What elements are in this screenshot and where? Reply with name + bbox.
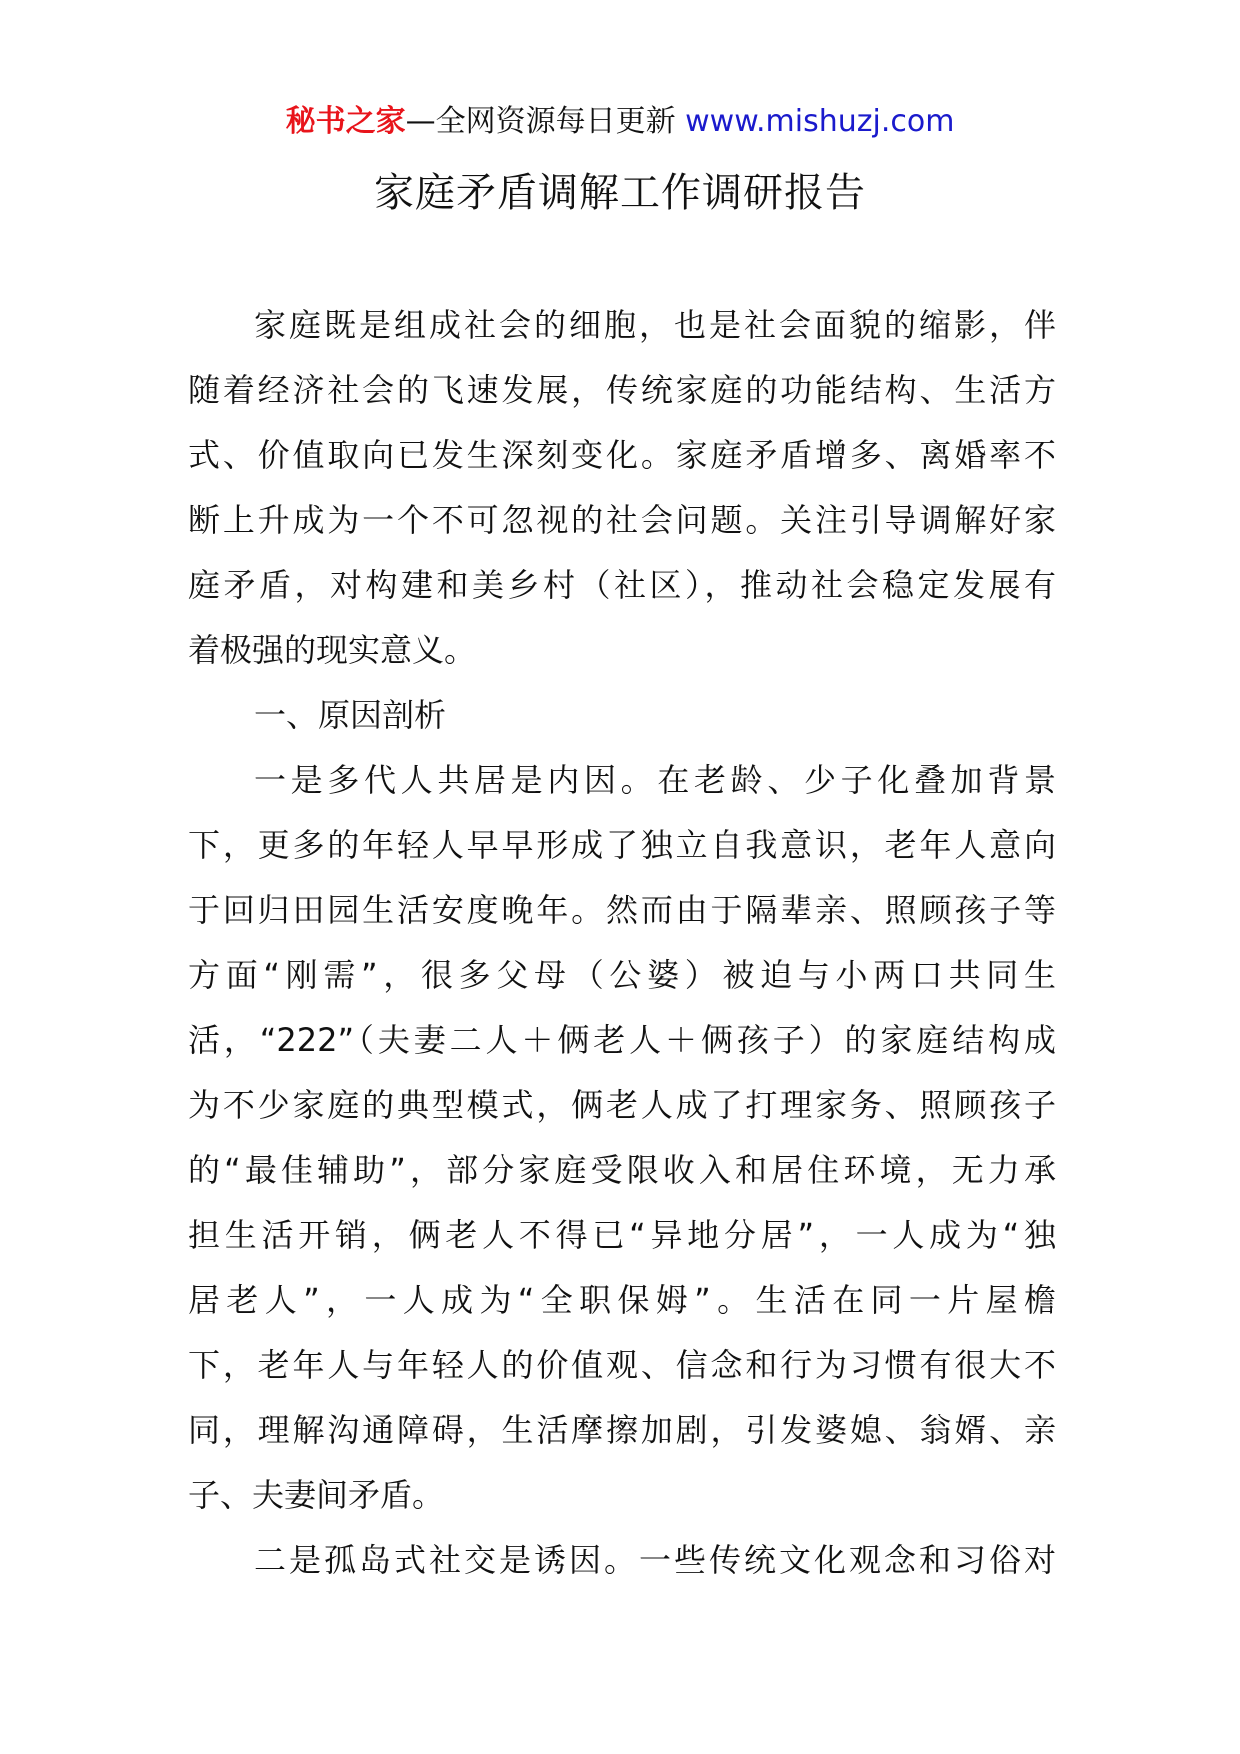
paragraph-line: 随着经济社会的飞速发展，传统家庭的功能结构、生活方 <box>188 371 1056 409</box>
paragraph-line: 活，“222”（夫妻二人＋俩老人＋俩孩子）的家庭结构成 <box>188 1021 1056 1059</box>
document-body <box>188 293 1056 1593</box>
paragraph-line: 居老人”，一人成为“全职保姆”。生活在同一片屋檐 <box>188 1281 1056 1319</box>
paragraph-line: 断上升成为一个不可忽视的社会问题。关注引导调解好家 <box>188 501 1056 539</box>
paragraph-line: 于回归田园生活安度晚年。然而由于隔辈亲、照顾孩子等 <box>188 891 1056 929</box>
brand-name: 秘书之家 <box>285 104 406 139</box>
paragraph-line: 方面“刚需”，很多父母（公婆）被迫与小两口共同生 <box>188 956 1056 994</box>
site-header <box>0 100 1240 144</box>
site-tagline: —全网资源每日更新 <box>405 104 676 139</box>
paragraph-line: 下，老年人与年轻人的价值观、信念和行为习惯有很大不 <box>188 1346 1056 1384</box>
site-url-link[interactable]: www.mishuzj.com <box>685 104 955 139</box>
paragraph-line: 庭矛盾，对构建和美乡村（社区），推动社会稳定发展有 <box>188 566 1056 604</box>
paragraph-line: 家庭既是组成社会的细胞，也是社会面貌的缩影，伴 <box>254 306 1056 344</box>
paragraph-line: 二是孤岛式社交是诱因。一些传统文化观念和习俗对 <box>254 1541 1056 1579</box>
paragraph-line: 的“最佳辅助”，部分家庭受限收入和居住环境，无力承 <box>188 1151 1056 1189</box>
paragraph-line: 担生活开销，俩老人不得已“异地分居”，一人成为“独 <box>188 1216 1056 1254</box>
document-title: 家庭矛盾调解工作调研报告 <box>374 170 866 216</box>
paragraph-line: 同，理解沟通障碍，生活摩擦加剧，引发婆媳、翁婿、亲 <box>188 1411 1056 1449</box>
section-heading: 一、原因剖析 <box>254 696 447 734</box>
paragraph-line: 子、夫妻间矛盾。 <box>188 1476 445 1514</box>
paragraph-line: 着极强的现实意义。 <box>188 631 477 669</box>
paragraph-line: 下，更多的年轻人早早形成了独立自我意识，老年人意向 <box>188 826 1056 864</box>
paragraph-line: 式、价值取向已发生深刻变化。家庭矛盾增多、离婚率不 <box>188 436 1056 474</box>
paragraph-line: 为不少家庭的典型模式，俩老人成了打理家务、照顾孩子 <box>188 1086 1056 1124</box>
paragraph-line: 一是多代人共居是内因。在老龄、少子化叠加背景 <box>254 761 1056 799</box>
